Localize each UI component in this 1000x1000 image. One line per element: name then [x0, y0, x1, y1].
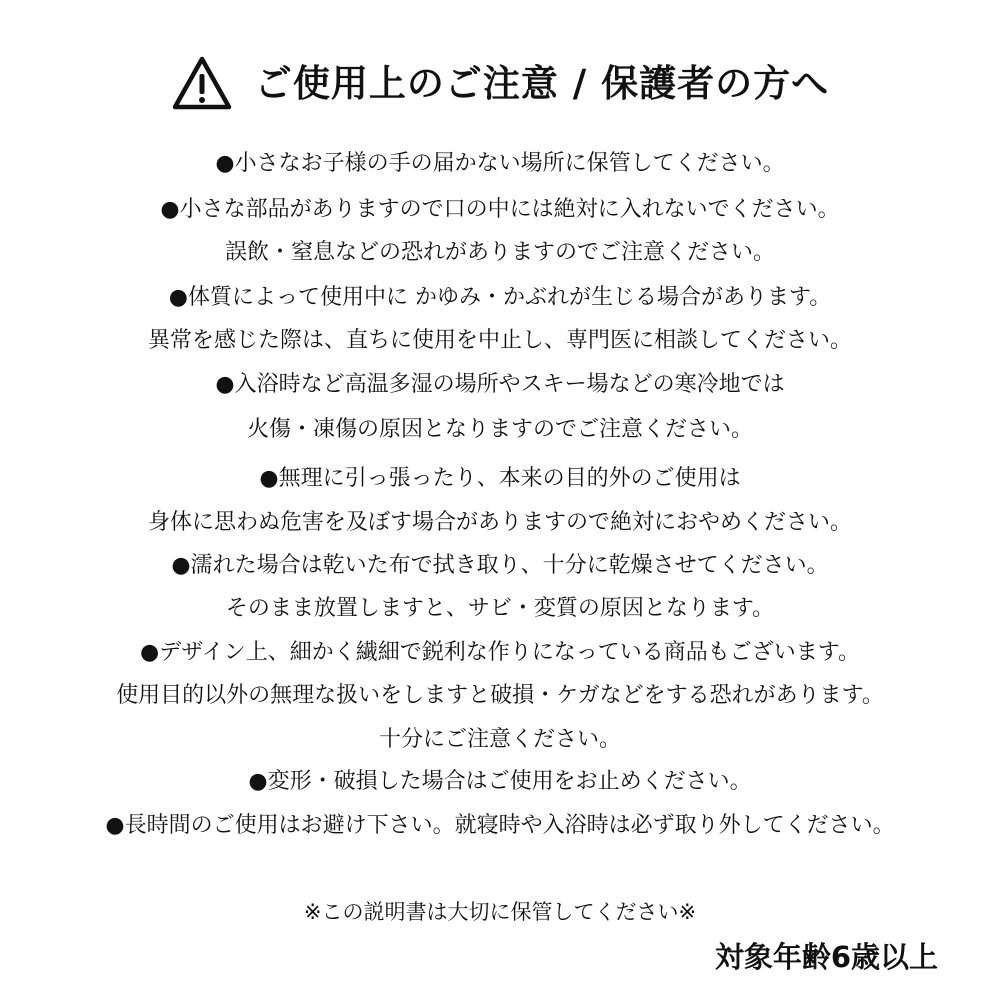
warning-triangle-icon: [171, 55, 233, 111]
target-age-label: 対象年齢6歳以上: [714, 940, 938, 974]
caution-line: ●小さなお子様の手の届かない場所に保管してください。: [215, 151, 785, 176]
caution-line: ●入浴時など高温多湿の場所やスキー場などの寒冷地では: [215, 372, 785, 397]
caution-line: 火傷・凍傷の原因となりますのでご注意ください。: [246, 417, 753, 442]
caution-line: ●体質によって使用中に かゆみ・かぶれが生じる場合があります。: [168, 285, 832, 310]
caution-line: 異常を感じた際は、直ちに使用を中止し、専門医に相談してください。: [147, 328, 852, 353]
caution-line: ●小さな部品がありますので口の中には絶対に入れないでください。: [160, 197, 840, 222]
caution-line: そのまま放置しますと、サビ・変質の原因となります。: [225, 596, 775, 621]
caution-line: ●変形・破損した場合はご使用をお止めください。: [248, 769, 752, 794]
caution-line: 十分にご注意ください。: [378, 727, 621, 752]
header: [0, 55, 1000, 111]
caution-line: 誤飲・窒息などの恐れがありますのでご注意ください。: [224, 240, 775, 265]
page-title: ご使用上のご注意 / 保護者の方へ: [254, 61, 830, 105]
caution-line: ●無理に引っ張ったり、本来の目的外のご使用は: [259, 466, 741, 491]
caution-line: ●長時間のご使用はお避け下さい。就寝時や入浴時は必ず取り外してください。: [105, 813, 895, 838]
keep-manual-note: ※この説明書は大切に保管してください※: [303, 900, 697, 924]
caution-line: ●濡れた場合は乾いた布で拭き取り、十分に乾燥させてください。: [171, 553, 829, 578]
caution-line: 身体に思わぬ危害を及ぼす場合がありますので絶対におやめください。: [147, 510, 852, 535]
caution-line: ●デザイン上、細かく繊細で鋭利な作りになっている商品もございます。: [140, 640, 860, 665]
caution-line: 使用目的以外の無理な扱いをしますと破損・ケガなどをする恐れがあります。: [116, 683, 884, 708]
